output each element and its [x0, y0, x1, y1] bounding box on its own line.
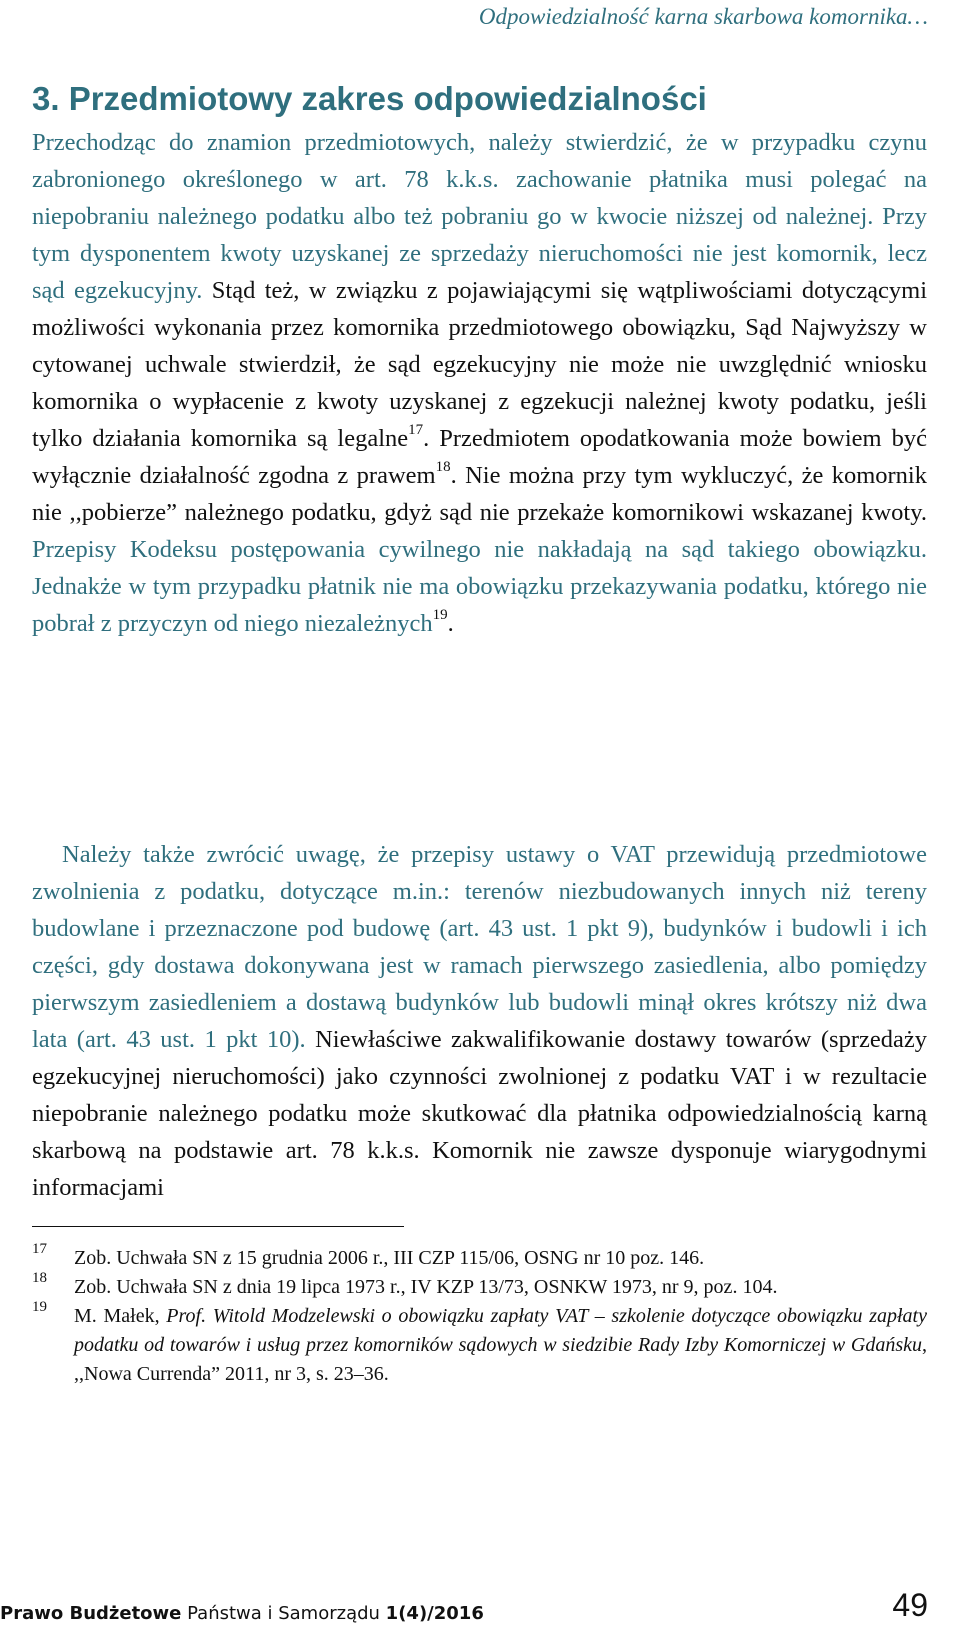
- footnote-text: [74, 1302, 927, 1389]
- footnote-number: 18: [32, 1270, 47, 1286]
- footnote-ref: 19: [432, 606, 448, 623]
- highlighted-sentence: Przechodząc do znamion przedmiotowych, należy stwierdzić, że w przypadku czynu zabronionego określonego w art. 78 k.k.s. zachowanie płatnika musi polegać na niepobraniu należnego podatku albo też pobraniu go w kwocie niższej od należnej.: [32, 129, 927, 230]
- journal-name: Prawo Budżetowe: [0, 1603, 182, 1624]
- journal-title: [0, 1603, 484, 1624]
- highlighted-sentence: Należy także zwrócić uwagę, że przepisy ustawy o VAT przewidują przedmiotowe zwolnienia z podatku, dotyczące m.in.: terenów niezbudowanych innych niż tereny budowlane i przeznaczone pod budowę (art. 43 ust. 1 pkt 9), budynków i budowli i ich części, gdy dostawa dokonywana jest w ramach pierwszego zasiedlenia, albo pomiędzy pierwszym zasiedleniem a dostawą budynków lub budowli minął okres krótszy niż dwa lata (art. 43 ust. 1 pkt 10).: [32, 841, 927, 1053]
- paragraph-1: [32, 124, 927, 642]
- section-title: 3. Przedmiotowy zakres odpowiedzialności: [32, 80, 707, 117]
- journal-subtitle: Państwa i Samorządu: [181, 1603, 386, 1624]
- journal-issue: 1(4)/2016: [385, 1603, 484, 1624]
- footnote-text: Zob. Uchwała SN z dnia 19 lipca 1973 r., IV KZP 13/73, OSNKW 1973, nr 9, poz. 104.: [74, 1276, 778, 1298]
- footnote-author: M. Małek,: [74, 1305, 167, 1327]
- running-head: Odpowiedzialność karna skarbowa komornika…: [478, 4, 928, 29]
- highlighted-sentence: Przepisy Kodeksu postępowania cywilnego nie nakładają na sąd takiego obowiązku.: [32, 536, 927, 563]
- footnote-number: 19: [32, 1299, 47, 1315]
- paragraph-text: . Przedmiotem opodatkowania może bowiem być wyłącznie działalność zgodna z prawem: [32, 425, 927, 489]
- footnote-19: [32, 1299, 927, 1389]
- highlighted-sentence: Jednakże w tym przypadku płatnik nie ma obowiązku przekazywania podatku, którego nie pobrał z przyczyn od niego niezależnych: [32, 573, 927, 637]
- footnote-ref: 17: [408, 421, 424, 438]
- footnote-number: 17: [32, 1241, 47, 1257]
- paragraph-text: Stąd też, w związku z pojawiającymi się wątpliwościami dotyczącymi możliwości wykonania przez komornika przedmiotowego obowiązku, Sąd Najwyższy w cytowanej uchwale stwierdził, że sąd egzekucyjny nie może nie uwzględnić wniosku komornika o wypłacenie z kwoty uzyskanej z egzekucji należnej kwoty podatku, jeśli tylko działania komornika są legalne: [32, 277, 928, 452]
- paragraph-text: .: [447, 610, 454, 637]
- footnote-text: Zob. Uchwała SN z 15 grudnia 2006 r., III CZP 115/06, OSNG nr 10 poz. 146.: [74, 1247, 705, 1269]
- footnote-18: [32, 1270, 927, 1302]
- footnote-separator: [32, 1226, 404, 1227]
- paragraph-2: [32, 836, 927, 1206]
- footnotes: [32, 1241, 927, 1389]
- highlighted-sentence: Przy tym dysponentem kwoty uzyskanej ze sprzedaży nieruchomości nie jest komornik, lecz sąd egzekucyjny.: [32, 203, 928, 304]
- footnote-ref: 18: [435, 458, 451, 475]
- page-number: 49: [892, 1587, 928, 1623]
- page-footer: [0, 1582, 928, 1630]
- paragraph-text: Niewłaściwe zakwalifikowanie dostawy towarów (sprzedaży egzekucyjnej nieruchomości) jako czynności zwolnionej z podatku VAT i w rezultacie niepobranie należnego podatku może skutkować dla płatnika odpowiedzialnością karną skarbową na podstawie art. 78 k.k.s. Komornik nie zawsze dysponuje wiarygodnymi informacjami: [32, 1026, 927, 1201]
- footnote-17: [32, 1241, 927, 1273]
- footnote-title: Prof. Witold Modzelewski o obowiązku zapłaty VAT – szkolenie dotyczące obowiązku zapłaty podatku od towarów i usług przez komorników sądowych w siedzibie Rady Izby Komorniczej w Gdańsku: [74, 1305, 927, 1356]
- paragraph-text: . Nie można przy tym wykluczyć, że komornik nie ,,pobierze” należnego podatku, gdyż sąd nie przekaże komornikowi wskazanej kwoty.: [32, 462, 927, 526]
- footnote-source: , ,,Nowa Currenda” 2011, nr 3, s. 23–36.: [74, 1334, 927, 1385]
